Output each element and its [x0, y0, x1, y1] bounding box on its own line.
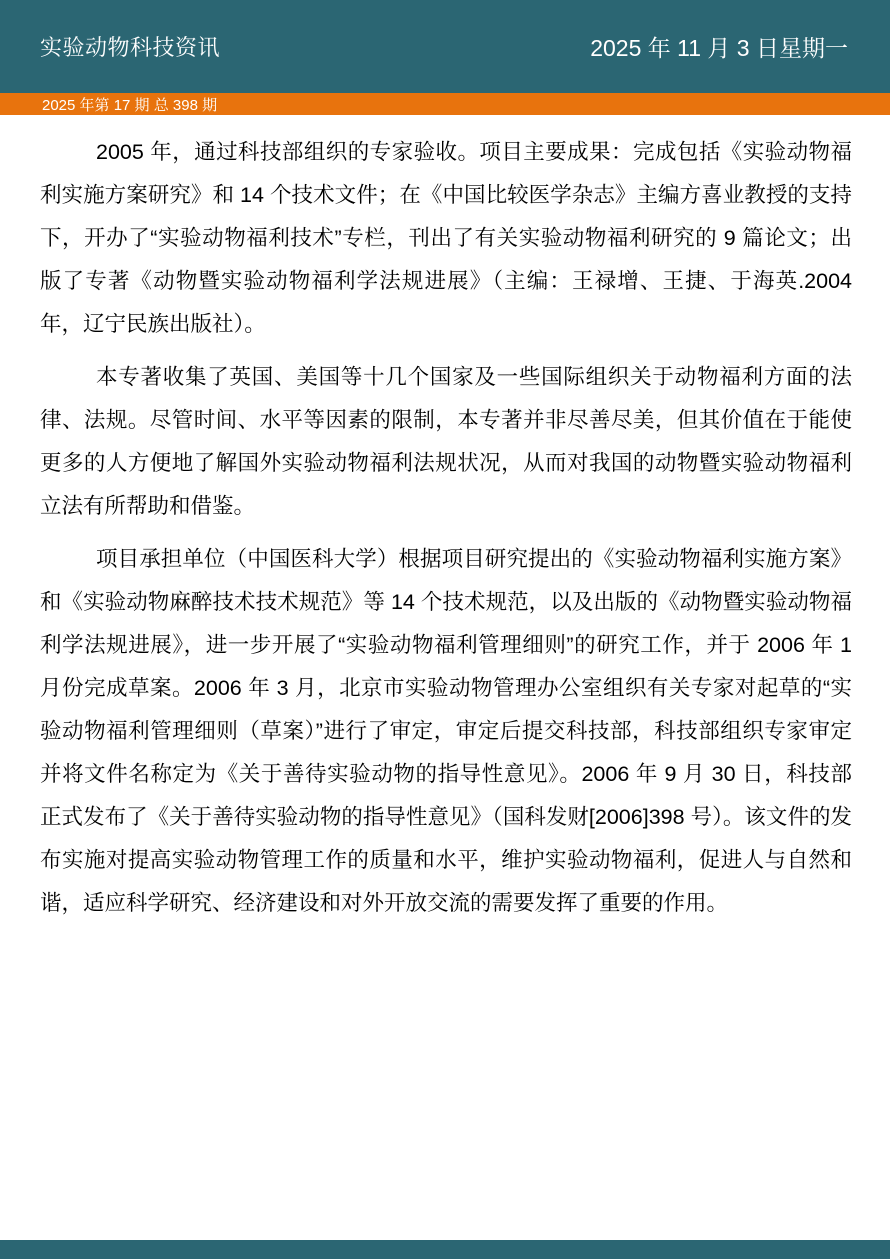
issue-label: 2025 年第 17 期 总 398 期: [42, 96, 218, 114]
article-paragraph: 项目承担单位（中国医科大学）根据项目研究提出的《实验动物福利实施方案》和《实验动物麻醉技术技术规范》等 14 个技术规范，以及出版的《动物暨实验动物福利学法规进展》，进一步开展了“实验动物福利管理细则”的研究工作，并于 2006 年 1 月份完成草案。2006 年 3 月，北京市实验动物管理办公室组织有关专家对起草的“实验动物福利管理细则（草案）”进行了审定，审定后提交科技部，科技部组织专家审定并将文件名称定为《关于善待实验动物的指导性意见》。2006 年 9 月 30 日，科技部正式发布了《关于善待实验动物的指导性意见》（国科发财[2006]398 号）。该文件的发布实施对提高实验动物管理工作的质量和水平，维护实验动物福利，促进人与自然和谐，适应科学研究、经济建设和对外开放交流的需要发挥了重要的作用。: [40, 547, 852, 915]
footer-bar: [0, 1240, 890, 1259]
article-paragraph: 2005 年，通过科技部组织的专家验收。项目主要成果：完成包括《实验动物福利实施方案研究》和 14 个技术文件；在《中国比较医学杂志》主编方喜业教授的支持下，开办了“实验动物福利技术”专栏，刊出了有关实验动物福利研究的 9 篇论文；出版了专著《动物暨实验动物福利学法规进展》（主编：王禄增、王捷、于海英.2004 年，辽宁民族出版社）。: [40, 140, 852, 336]
issue-bar: [0, 93, 890, 115]
masthead-date: 2025 年 11 月 3 日星期一: [590, 35, 848, 61]
masthead: [0, 0, 890, 93]
article-paragraph: 本专著收集了英国、美国等十几个国家及一些国际组织关于动物福利方面的法律、法规。尽管时间、水平等因素的限制，本专著并非尽善尽美，但其价值在于能使更多的人方便地了解国外实验动物福利法规状况，从而对我国的动物暨实验动物福利立法有所帮助和借鉴。: [40, 365, 852, 518]
newsletter-title: 实验动物科技资讯: [40, 35, 221, 60]
article-body: [0, 115, 890, 925]
